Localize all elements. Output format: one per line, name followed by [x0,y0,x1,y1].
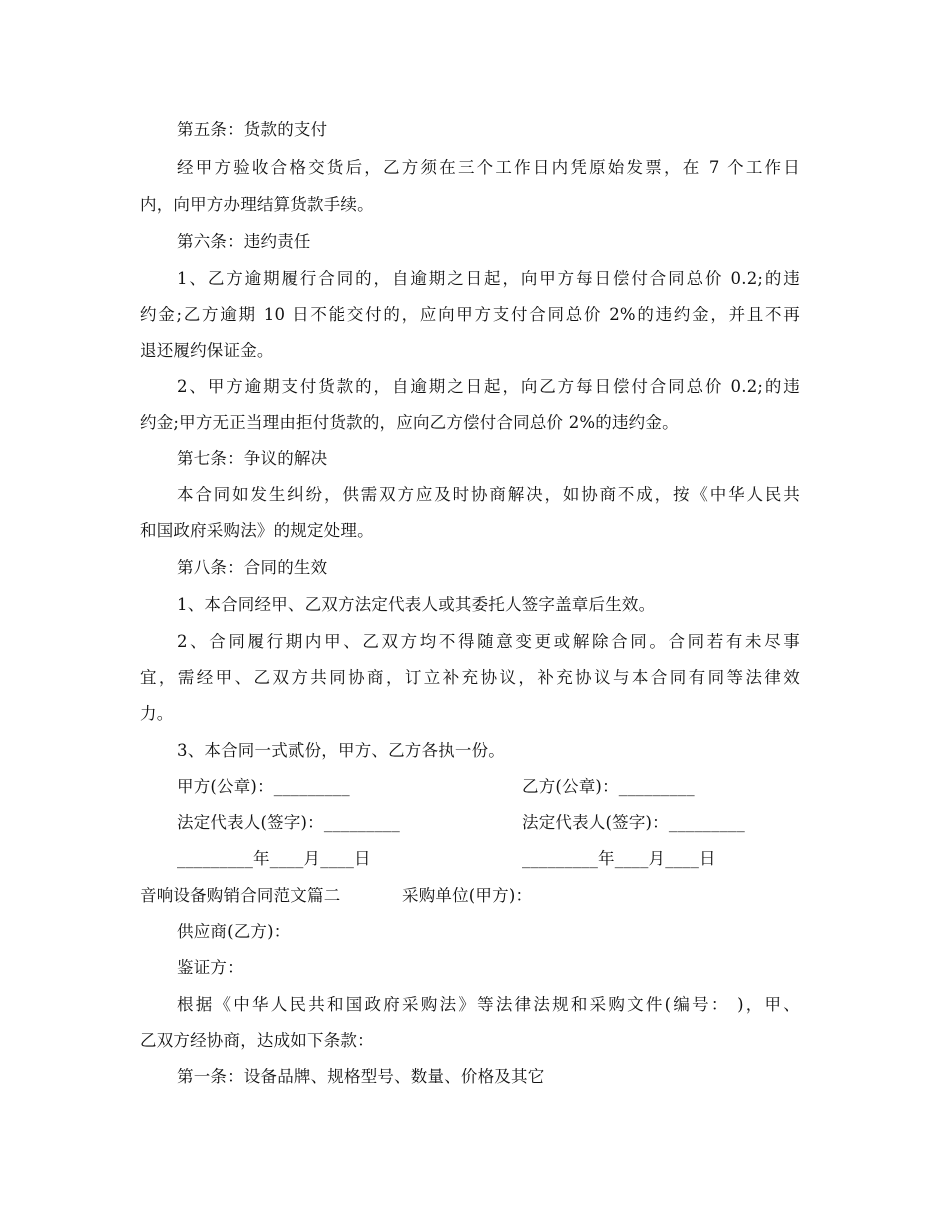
paragraph-line: 力。 [140,704,174,723]
party-b-date-field: _________年____月____日 [522,849,716,868]
paragraph-line: 经甲方验收合格交货后，乙方须在三个工作日内凭原始发票，在 7 个工作日 [177,158,800,177]
paragraph-line: 3、本合同一式贰份，甲方、乙方各执一份。 [177,741,505,760]
article-8-heading: 第八条：合同的生效 [177,558,328,577]
paragraph-line: 退还履约保证金。 [140,341,274,360]
paragraph-line: 约金;甲方无正当理由拒付货款的，应向乙方偿付合同总价 2%的违约金。 [140,413,679,432]
party-b-seal-field: 乙方(公章)：_________ [522,777,695,796]
article-7-heading: 第七条：争议的解决 [177,449,328,468]
paragraph-line: 1、本合同经甲、乙双方法定代表人或其委托人签字盖章后生效。 [177,595,656,614]
paragraph-line: 宜，需经甲、乙双方共同协商，订立补充协议，补充协议与本合同有同等法律效 [140,668,800,687]
party-a-date-field: _________年____月____日 [177,849,371,868]
paragraph-line: 2、合同履行期内甲、乙双方均不得随意变更或解除合同。合同若有未尽事 [177,632,800,651]
paragraph-line: 约金;乙方逾期 10 日不能交付的，应向甲方支付合同总价 2%的违约金，并且不再 [140,305,800,324]
article-6-heading: 第六条：违约责任 [177,232,311,251]
party-a-seal-field: 甲方(公章)：_________ [177,777,350,796]
party-a-representative-field: 法定代表人(签字)：_________ [177,813,400,832]
article-1-heading: 第一条：设备品牌、规格型号、数量、价格及其它 [177,1067,545,1086]
paragraph-line: 和国政府采购法》的规定处理。 [140,521,374,540]
paragraph-line: 根据《中华人民共和国政府采购法》等法律法规和采购文件(编号： )，甲、 [177,995,800,1014]
article-5-heading: 第五条：货款的支付 [177,120,328,139]
witness-label: 鉴证方： [177,958,244,977]
paragraph-line: 1、乙方逾期履行合同的，自逾期之日起，向甲方每日偿付合同总价 0.2;的违 [177,269,800,288]
supplier-label: 供应商(乙方)： [177,922,291,941]
paragraph-line: 2、甲方逾期支付货款的，自逾期之日起，向乙方每日偿付合同总价 0.2;的违 [177,377,800,396]
section-2-title: 音响设备购销合同范文篇二 [140,886,341,905]
paragraph-line: 内，向甲方办理结算货款手续。 [140,195,374,214]
party-b-representative-field: 法定代表人(签字)：_________ [522,813,745,832]
paragraph-line: 本合同如发生纠纷，供需双方应及时协商解决，如协商不成，按《中华人民共 [177,485,800,504]
buyer-label: 采购单位(甲方)： [402,886,533,905]
paragraph-line: 乙双方经协商，达成如下条款： [140,1031,374,1050]
